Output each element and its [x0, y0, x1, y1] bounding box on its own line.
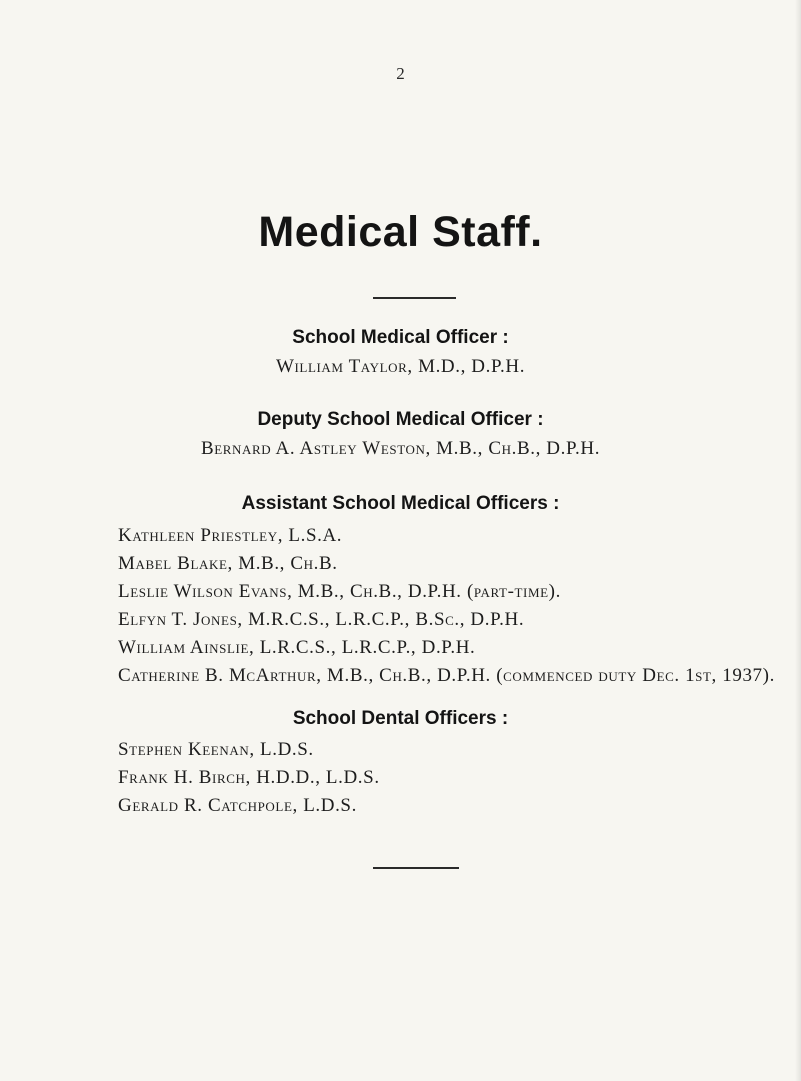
page-number: 2	[396, 64, 405, 83]
school-dental-officers-list	[118, 736, 380, 820]
list-item: Mabel Blake, M.B., Ch.B.	[118, 553, 338, 574]
list-item: Stephen Keenan, L.D.S.	[118, 739, 314, 760]
deputy-school-medical-officer-name: Bernard A. Astley Weston, M.B., Ch.B., D.P.H.	[200, 438, 601, 459]
assistant-school-medical-officers-list	[118, 522, 775, 690]
list-item: Kathleen Priestley, L.S.A.	[118, 525, 343, 546]
list-item: Frank H. Birch, H.D.D., L.D.S.	[118, 767, 380, 788]
list-item: Gerald R. Catchpole, L.D.S.	[118, 795, 357, 816]
list-item: Leslie Wilson Evans, M.B., Ch.B., D.P.H. (part-time).	[118, 581, 561, 602]
list-item: Elfyn T. Jones, M.R.C.S., L.R.C.P., B.Sc., D.P.H.	[118, 609, 525, 630]
title-divider-rule	[373, 297, 456, 299]
closing-divider-rule	[373, 867, 459, 869]
school-medical-officer-heading: School Medical Officer :	[292, 327, 509, 348]
list-item: William Ainslie, L.R.C.S., L.R.C.P., D.P.H.	[118, 637, 476, 658]
school-medical-officer-name: William Taylor, M.D., D.P.H.	[275, 356, 526, 377]
list-item: Catherine B. McArthur, M.B., Ch.B., D.P.H. (commenced duty Dec. 1st, 1937).	[118, 665, 775, 686]
page-edge-shadow	[795, 0, 801, 1081]
page-title: Medical Staff.	[258, 208, 543, 256]
deputy-school-medical-officer-heading: Deputy School Medical Officer :	[257, 409, 544, 430]
school-dental-officers-heading: School Dental Officers :	[292, 708, 509, 729]
assistant-school-medical-officers-heading: Assistant School Medical Officers :	[241, 493, 560, 514]
